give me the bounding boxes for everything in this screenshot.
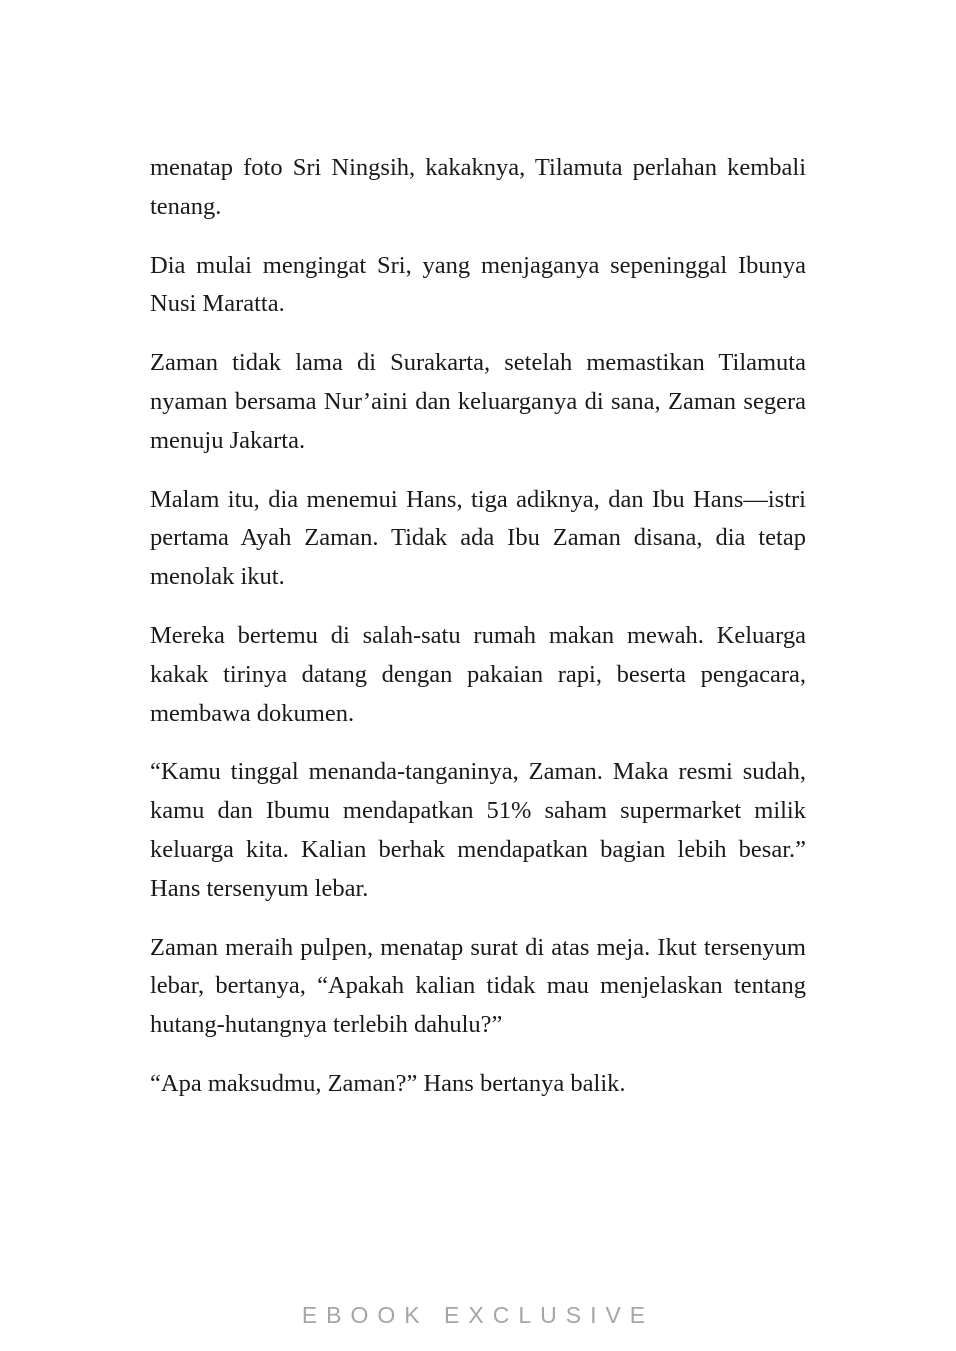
paragraph-6: “Kamu tinggal menanda-tanganinya, Zaman. Maka resmi sudah, kamu dan Ibumu mendapatkan 51% saham supermarket milik keluarga kita. Kalian berhak mendapatkan bagian lebih besar.” Hans tersenyum lebar. [150, 758, 806, 902]
paragraph-8: “Apa maksudmu, Zaman?” Hans bertanya balik. [150, 1069, 626, 1097]
page-body [150, 149, 806, 1124]
paragraph-4: Malam itu, dia menemui Hans, tiga adiknya, dan Ibu Hans—istri pertama Ayah Zaman. Tidak ada Ibu Zaman disana, dia tetap menolak ikut. [150, 485, 806, 591]
paragraph-5: Mereka bertemu di salah-satu rumah makan mewah. Keluarga kakak tirinya datang dengan pakaian rapi, beserta pengacara, membawa dokumen. [150, 621, 806, 727]
ebook-exclusive-footer: EBOOK EXCLUSIVE [301, 1302, 655, 1328]
paragraph-7: Zaman meraih pulpen, menatap surat di atas meja. Ikut tersenyum lebar, bertanya, “Apakah kalian tidak mau menjelaskan tentang hutang-hutangnya terlebih dahulu?” [150, 933, 806, 1039]
paragraph-3: Zaman tidak lama di Surakarta, setelah memastikan Tilamuta nyaman bersama Nur’aini dan keluarganya di sana, Zaman segera menuju Jakarta. [150, 349, 806, 454]
paragraph-2: Dia mulai mengingat Sri, yang menjaganya sepeninggal Ibunya Nusi Maratta. [150, 251, 806, 318]
paragraph-1: menatap foto Sri Ningsih, kakaknya, Tilamuta perlahan kembali tenang. [150, 154, 806, 220]
